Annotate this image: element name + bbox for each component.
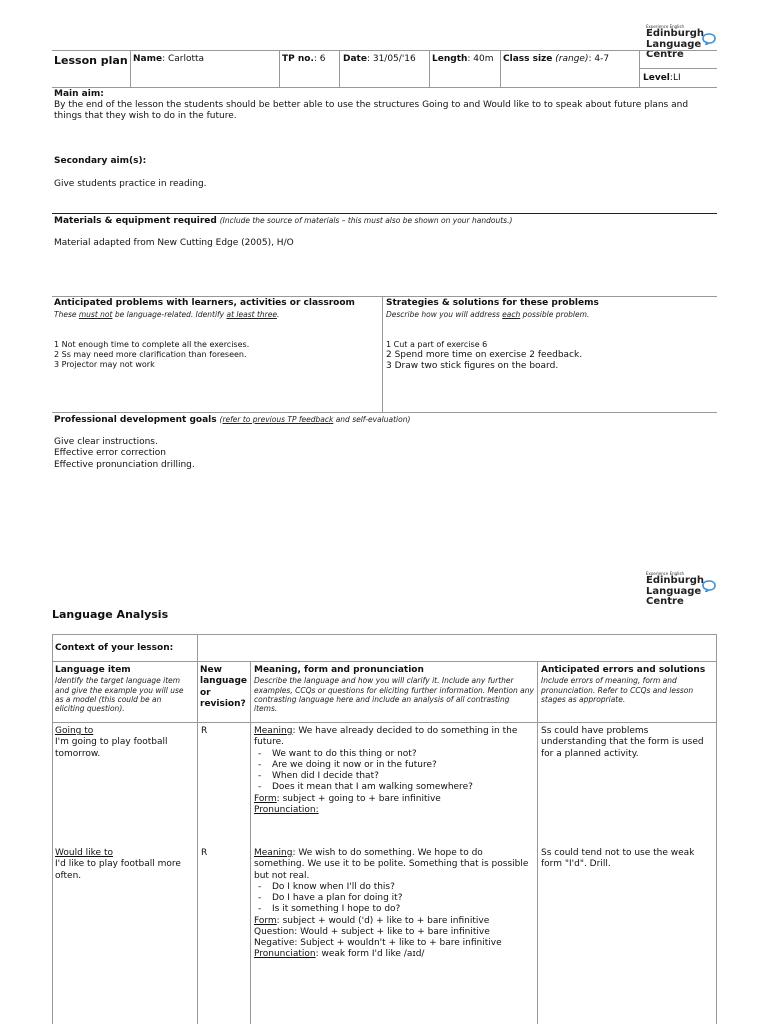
new-or-revision: R	[201, 848, 208, 858]
materials-label: Materials & equipment required	[54, 216, 217, 226]
level-label: Level	[643, 73, 670, 83]
logo-tagline: Experience English	[646, 571, 685, 576]
tp-label: TP no.	[282, 54, 314, 64]
class-size-label: Class size	[503, 54, 553, 64]
date-label: Date	[343, 54, 367, 64]
pron-label: Pronunciation	[254, 949, 316, 960]
col-mfp-label: Meaning, form and pronunciation	[254, 665, 424, 675]
lesson-plan-title: Lesson plan	[54, 54, 128, 67]
form-label: Form	[254, 915, 277, 926]
pd-goals-heading	[54, 415, 410, 426]
edinburgh-logo	[646, 24, 730, 70]
meaning-label: Meaning	[254, 726, 293, 736]
meaning-value: : We wish to do something. We hope to do something. We use it to be polite. Something that is possible but not real.	[254, 848, 529, 881]
length-value: : 40m	[467, 54, 494, 64]
strategies-note-a: Describe how you will address	[386, 310, 503, 319]
form-value: : subject + going to + bare infinitive	[276, 793, 441, 804]
ccq-item: - Is it something I hope to do?	[272, 904, 536, 915]
tp-value: : 6	[313, 54, 326, 64]
pd-goals-note	[220, 415, 411, 424]
pron-label: Pronunciation	[254, 804, 316, 815]
class-size-value: : 4-7	[588, 54, 610, 64]
table-row	[55, 848, 193, 882]
question-text: Question: Would + subject + like to + bare infinitive	[254, 926, 490, 937]
col-mfp-note: Describe the language and how you will clarify it. Include any further examples, CCQs or questions for eliciting further information. Mention any contrasting language here and include an analysis of all contrasting items.	[254, 676, 534, 714]
level-field	[643, 73, 681, 84]
name-label: Name	[133, 54, 163, 64]
item-title: Going to	[55, 726, 94, 736]
col-language-item	[55, 665, 193, 714]
problems-label: Anticipated problems with learners, activities or classroom	[54, 298, 355, 308]
strategies-label: Strategies & solutions for these problems	[386, 298, 599, 308]
pd-note-b: refer to previous TP feedback	[222, 415, 334, 424]
meaning-text	[254, 848, 536, 882]
ccq-item: - We want to do this thing or not?	[272, 749, 534, 760]
length-field	[432, 54, 494, 65]
ccq-list	[254, 882, 536, 916]
length-label: Length	[432, 54, 468, 64]
meaning-text	[254, 726, 534, 749]
new-or-revision: R	[201, 726, 208, 736]
meaning-form-pron-cell	[254, 726, 534, 816]
class-size-field	[503, 54, 609, 65]
ccq-item: - When did I decide that?	[272, 771, 534, 782]
negative-text: Negative: Subject + wouldn't + like to + bare infinitive	[254, 938, 502, 948]
col-errors-note: Include errors of meaning, form and pronunciation. Refer to CCQs and lesson stages as appropriate.	[541, 676, 694, 704]
meaning-value: : We have already decided to do something in the future.	[254, 726, 518, 748]
ccq-item: - Does it mean that I am walking somewhere?	[272, 782, 534, 793]
col-item-note: Identify the target language item and give the example you will use as a model (this could be an eliciting question).	[55, 676, 184, 714]
logo-line2: Language Centre	[646, 38, 702, 60]
list-item: Effective pronunciation drilling.	[54, 459, 195, 470]
problems-note-e: .	[276, 310, 280, 319]
strategies-list	[386, 340, 582, 373]
ccq-item: - Do I have a plan for doing it?	[272, 893, 536, 904]
logo-line2: Language Centre	[646, 585, 702, 607]
list-item: 1 Not enough time to complete all the exercises.	[54, 340, 250, 349]
materials-heading	[54, 216, 512, 227]
ccq-list	[254, 749, 534, 794]
ccq-item: - Do I know when I'll do this?	[272, 882, 536, 893]
list-item: 3 Draw two stick figures on the board.	[386, 361, 559, 372]
col-new-language: New language or revision?	[200, 665, 248, 709]
item-title: Would like to	[55, 848, 113, 858]
meaning-label: Meaning	[254, 848, 293, 858]
col-anticipated-errors	[541, 665, 713, 704]
item-example: I'm going to play football tomorrow.	[55, 737, 168, 759]
strategies-note	[386, 310, 589, 319]
form-text	[254, 794, 534, 805]
list-item: Give clear instructions.	[54, 437, 158, 447]
pd-goals-list	[54, 437, 195, 471]
item-example: I'd like to play football more often.	[55, 859, 181, 881]
pron-text	[254, 805, 534, 816]
language-analysis-title: Language Analysis	[52, 608, 169, 621]
table-row	[55, 726, 193, 760]
list-item: 3 Projector may not work	[54, 360, 155, 369]
secondary-aim-text: Give students practice in reading.	[54, 179, 207, 189]
form-text	[254, 916, 536, 927]
speech-bubble-icon	[702, 580, 716, 592]
meaning-form-pron-cell	[254, 848, 536, 961]
problems-list	[54, 340, 249, 370]
pron-value: :	[315, 804, 319, 815]
strategies-note-b: each	[502, 310, 521, 319]
speech-bubble-icon	[702, 33, 716, 45]
pron-value: : weak form I'd like /aɪd/	[315, 949, 425, 960]
pd-note-c: and self-evaluation)	[333, 415, 411, 424]
logo-line1: Edinburgh	[646, 575, 705, 586]
form-value: : subject + would ('d) + like to + bare infinitive	[276, 915, 490, 926]
tp-field	[282, 54, 326, 65]
logo-tagline: Experience English	[646, 24, 685, 29]
name-field	[133, 54, 204, 65]
list-item: 2 Ss may need more clarification than foreseen.	[54, 350, 247, 359]
errors-cell: Ss could have problems understanding that the form is used for a planned activity.	[541, 726, 704, 759]
materials-text: Material adapted from New Cutting Edge (2005), H/O	[54, 238, 294, 248]
col-errors-label: Anticipated errors and solutions	[541, 665, 706, 675]
col-item-label: Language item	[55, 665, 131, 675]
problems-note-d: at least three	[226, 310, 277, 319]
main-aim-label: Main aim:	[54, 89, 104, 99]
pd-goals-label: Professional development goals	[54, 415, 217, 425]
problems-note-b: must not	[78, 310, 113, 319]
level-value: :LI	[669, 73, 681, 83]
class-size-range: (range)	[555, 54, 589, 64]
edinburgh-logo-2	[646, 571, 730, 617]
col-meaning-form-pron	[254, 665, 534, 714]
name-value: : Carlotta	[162, 54, 205, 64]
ccq-item: - Are we doing it now or in the future?	[272, 760, 534, 771]
strategies-note-c: possible problem.	[520, 310, 590, 319]
problems-note-c: be language-related. Identify	[112, 310, 227, 319]
errors-cell: Ss could tend not to use the weak form "I'd". Drill.	[541, 848, 695, 870]
list-item: Effective error correction	[54, 448, 166, 459]
logo-line1: Edinburgh	[646, 28, 705, 39]
problems-note	[54, 310, 279, 319]
form-label: Form	[254, 793, 277, 804]
pron-text	[254, 949, 536, 960]
list-item: 1 Cut a part of exercise 6	[386, 340, 488, 349]
main-aim-text: By the end of the lesson the students should be better able to use the structures Going to and Would like to to speak about future plans and things that they wish to do in the future.	[54, 100, 689, 122]
context-label: Context of your lesson:	[55, 643, 174, 653]
pd-note-a: (	[219, 415, 223, 424]
problems-note-a: These	[54, 310, 79, 319]
date-value: : 31/05/'16	[366, 54, 416, 64]
secondary-aim-label: Secondary aim(s):	[54, 156, 147, 166]
date-field	[343, 54, 416, 65]
materials-note: (Include the source of materials – this must also be shown on your handouts.)	[219, 216, 513, 225]
list-item: 2 Spend more time on exercise 2 feedback.	[386, 350, 583, 360]
